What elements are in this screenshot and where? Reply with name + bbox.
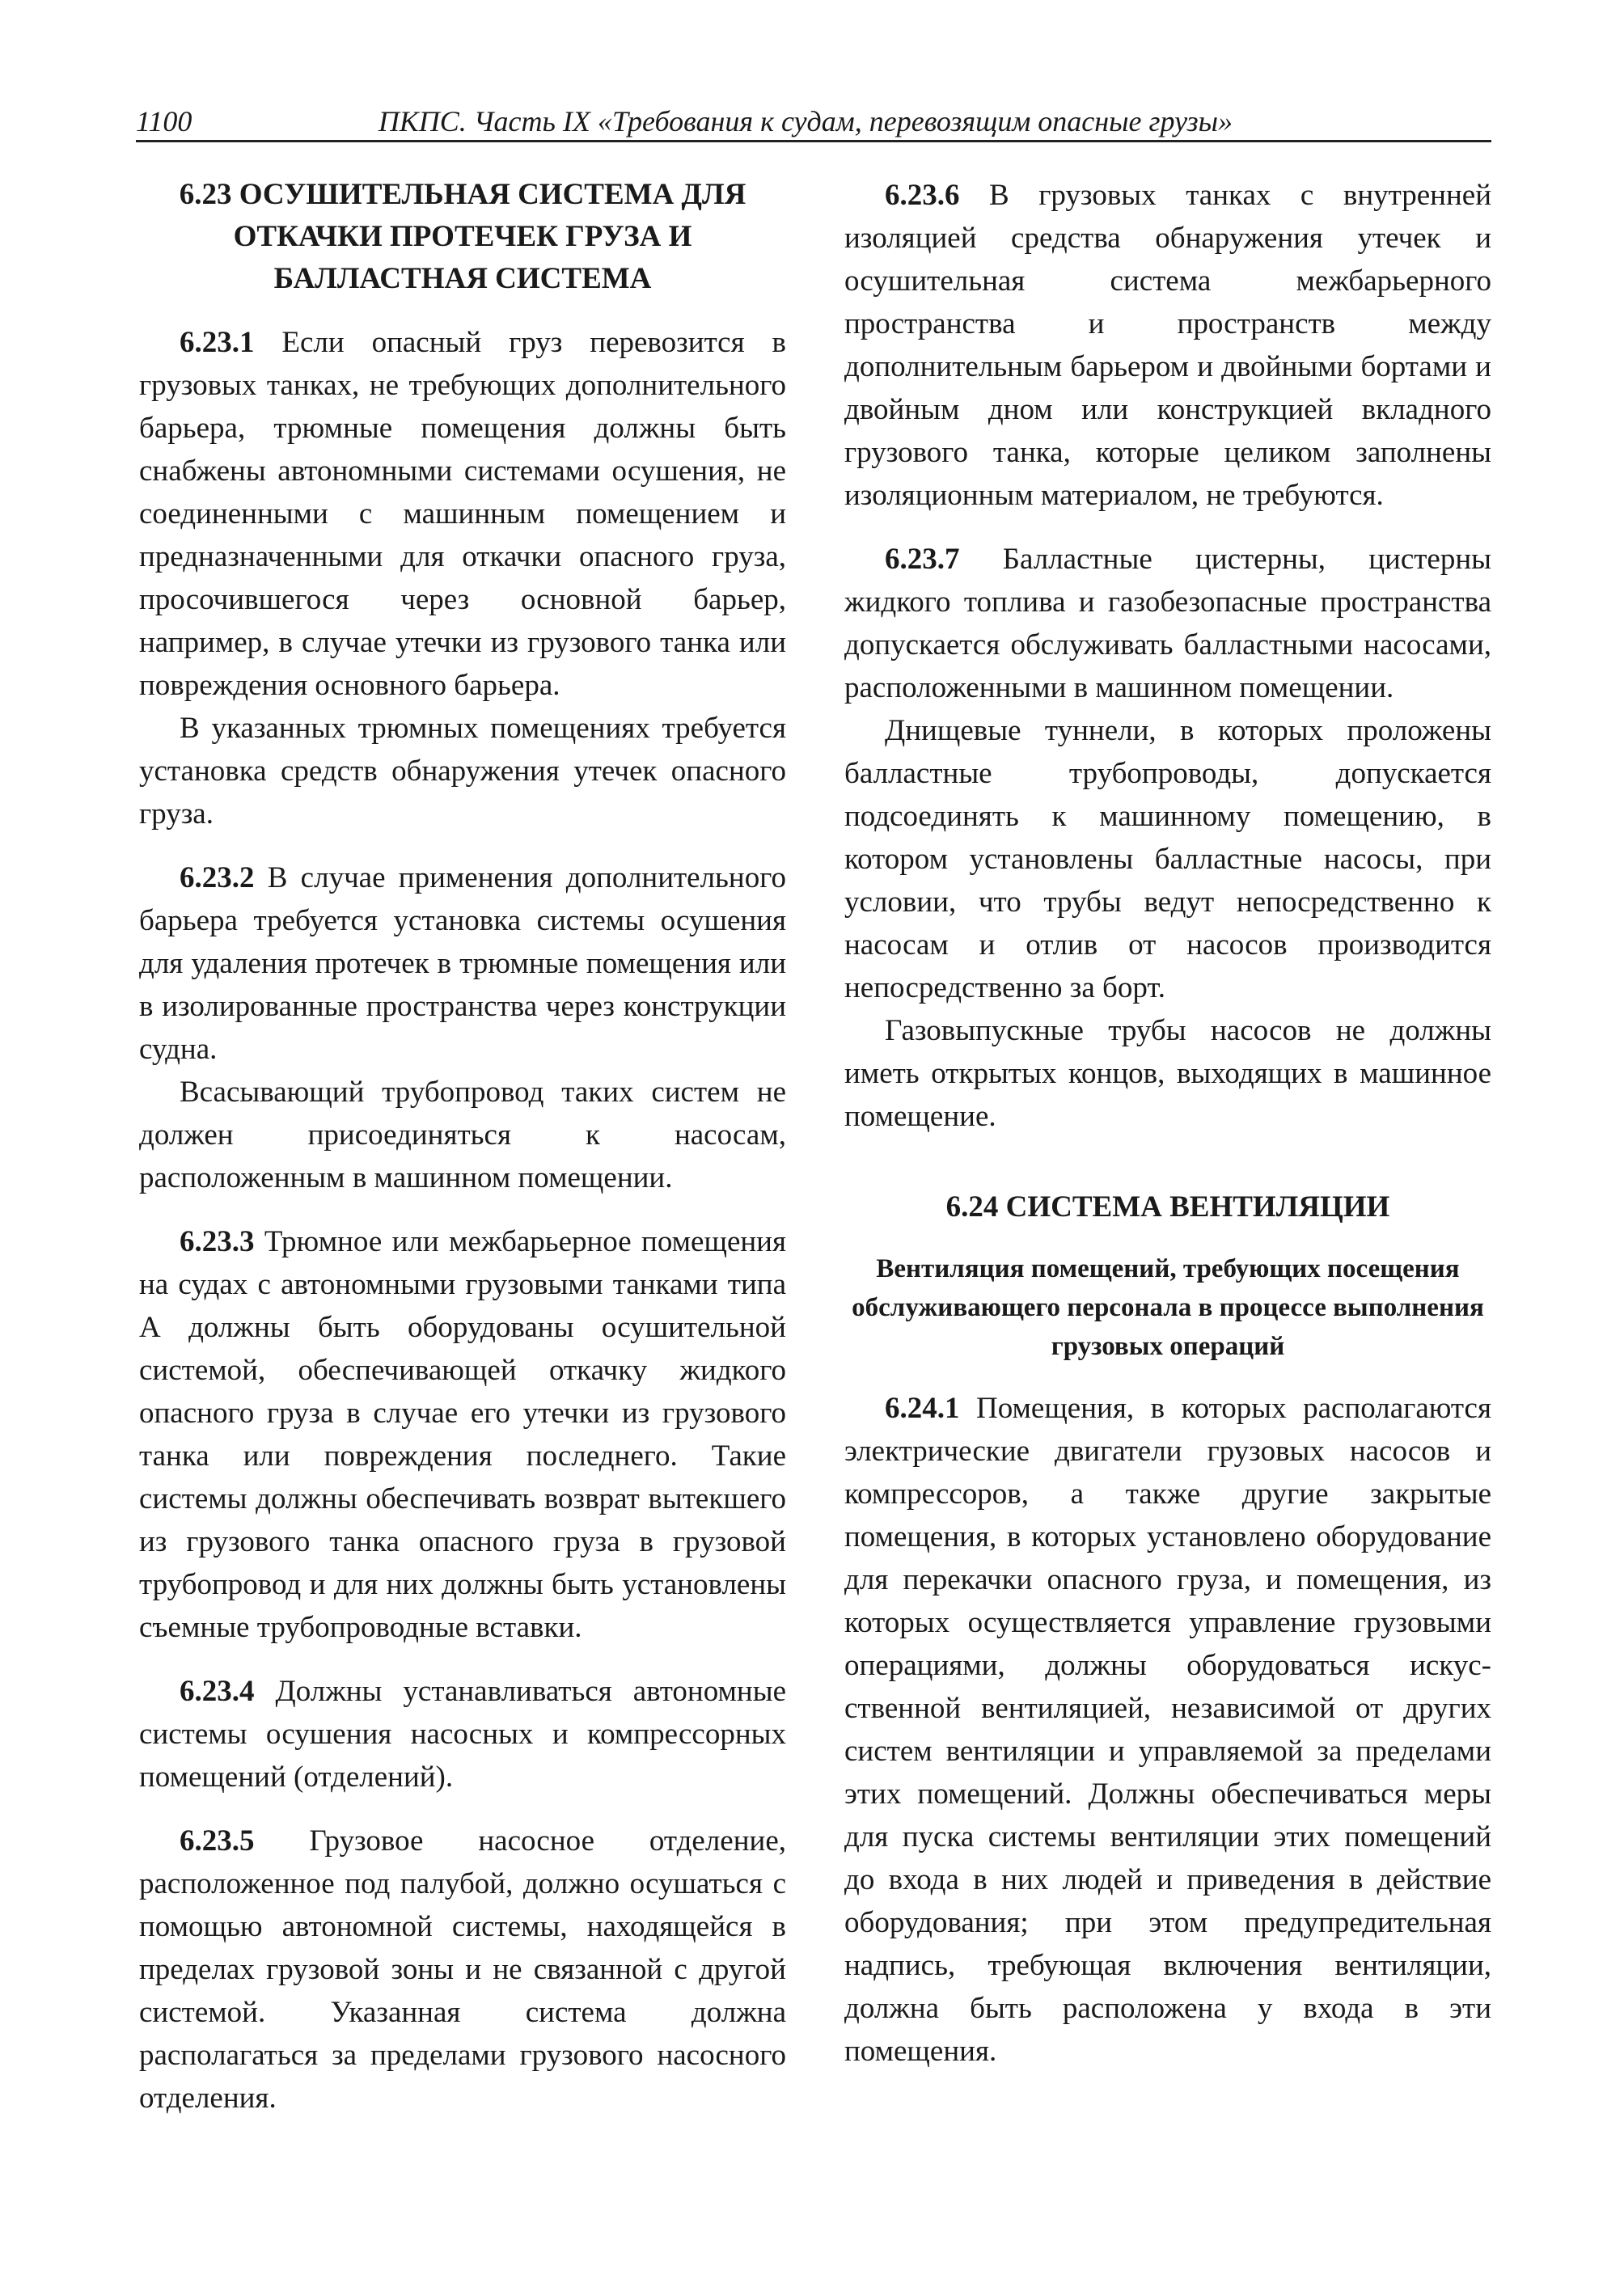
clause-6-23-1 <box>139 321 786 707</box>
page-header <box>136 100 1491 142</box>
clause-number: 6.23.2 <box>180 861 255 894</box>
clause-number: 6.23.7 <box>885 543 960 576</box>
paragraph-6-23-1-b: В указанных трюмных помещениях требуется установка средств обнаружения утечек опасного груза. <box>139 712 786 831</box>
clause-text: Помещения, в которых располагаются электрические двигатели грузовых насосов и компрессоров, а также другие закрытые помещения, в которых установлено оборудование для перекачки опасного груза, и помещения, из которых осуществляется управление грузовыми операциями, должны оборудоваться искус-ственной вентиляцией, независимой от других систем вентиляции и управляемой за пределами этих помещений. Должны обеспечиваться меры для пуска системы вентиляции этих помещений до входа в них людей и приведения в действие оборудования; при этом предупредительная надпись, требующая включения вентиляции, должна быть расположена у входа в эти помещения. <box>844 1392 1491 2068</box>
clause-text: Трюмное или межбарьерное помещения на судах с автономными грузовыми танками типа А должны быть оборудованы осушительной системой, обеспечивающей откачку жидкого опасного груза в случае его утечки из грузового танка или повреждения последнего. Такие системы должны обеспечивать возврат вытекшего из грузового танка опасного груза в грузовой трубопровод и для них должны быть установлены съемные трубопроводные вставки. <box>139 1225 786 1644</box>
running-title: ПКПС. Часть IX «Требования к судам, перевозящим опасные грузы» <box>378 105 1233 137</box>
clause-6-23-6 <box>844 174 1491 517</box>
section-title-6-23: 6.23 ОСУШИТЕЛЬНАЯ СИСТЕМА ДЛЯ ОТКАЧКИ ПРОТЕЧЕК ГРУЗА И БАЛЛАСТНАЯ СИСТЕМА <box>179 178 746 295</box>
section-spacer <box>844 1138 1491 1186</box>
page-number: 1100 <box>136 105 192 137</box>
right-column <box>844 174 1491 2073</box>
clause-number: 6.23.6 <box>885 179 960 212</box>
clause-text: Балластные цистерны, цистерны жидкого топлива и газобезопасные пространства допускается обслуживать балластными насосами, расположенными в машинном помещении. <box>844 543 1491 704</box>
paragraph-6-23-7-c: Газовыпускные трубы насосов не должны иметь открытых концов, выходящих в машинное помещение. <box>844 1014 1491 1133</box>
clause-number: 6.23.3 <box>180 1225 255 1258</box>
paragraph-6-23-2-b: Всасывающий трубопровод таких систем не должен присоединяться к насосам, расположенным в машинном помещении. <box>139 1076 786 1194</box>
paragraph-6-23-7-b: Днищевые туннели, в которых проложены балластные трубопроводы, допускается подсоединять к машинному помещению, в котором установлены балластные насосы, при условии, что трубы ведут непосредственно к насосам и отлив от насосов производится непосредственно за борт. <box>844 714 1491 1004</box>
clause-6-24-1 <box>844 1387 1491 2073</box>
left-column <box>139 174 786 2120</box>
clause-6-23-7 <box>844 538 1491 709</box>
clause-number: 6.23.1 <box>180 326 255 359</box>
clause-text: Должны устанавливаться автономные системы осушения насосных и компрессорных помещений (отделений). <box>139 1675 786 1794</box>
clause-text: Грузовое насосное отделение, расположенное под палубой, должно осушаться с помощью автономной системы, находящейся в пределах грузовой зоны и не связанной с другой системой. Указанная система должна располагаться за пределами грузового насосного отделения. <box>139 1824 786 2115</box>
clause-text: В случае применения дополнительного барьера требуется установка системы осушения для удаления протечек в трюмные помещения или в изолированные пространства через конструкции судна. <box>139 861 786 1066</box>
clause-6-23-2 <box>139 856 786 1071</box>
section-title-6-24: 6.24 СИСТЕМА ВЕНТИЛЯЦИИ <box>945 1190 1390 1224</box>
clause-number: 6.23.5 <box>180 1824 255 1858</box>
clause-6-23-3 <box>139 1220 786 1649</box>
clause-6-23-4 <box>139 1670 786 1799</box>
clause-number: 6.24.1 <box>885 1392 960 1425</box>
subsection-title: Вентиляция помещений, требующих посещения обслуживающего персонала в процессе выполнения грузовых операций <box>852 1254 1484 1361</box>
clause-number: 6.23.4 <box>180 1675 255 1708</box>
clause-text: В грузовых танках с внутренней изоляцией средства обнаружения утечек и осушительная система межбарьерного пространства и пространств между дополнительным барьером и двойными бортами и двойным дном или конструкцией вкладного грузового танка, которые целиком заполнены изоляционным материалом, не требуются. <box>844 179 1491 512</box>
clause-text: Если опасный груз перевозится в грузовых танках, не требующих дополнительного барьера, трюмные помещения должны быть снабжены автономными системами осушения, не соединенными с машинным помещением и предназначенными для откачки опасного груза, просочившегося через основной барьер, например, в случае утечки из грузового танка или повреждения основного барьера. <box>139 326 786 702</box>
clause-6-23-5 <box>139 1820 786 2120</box>
